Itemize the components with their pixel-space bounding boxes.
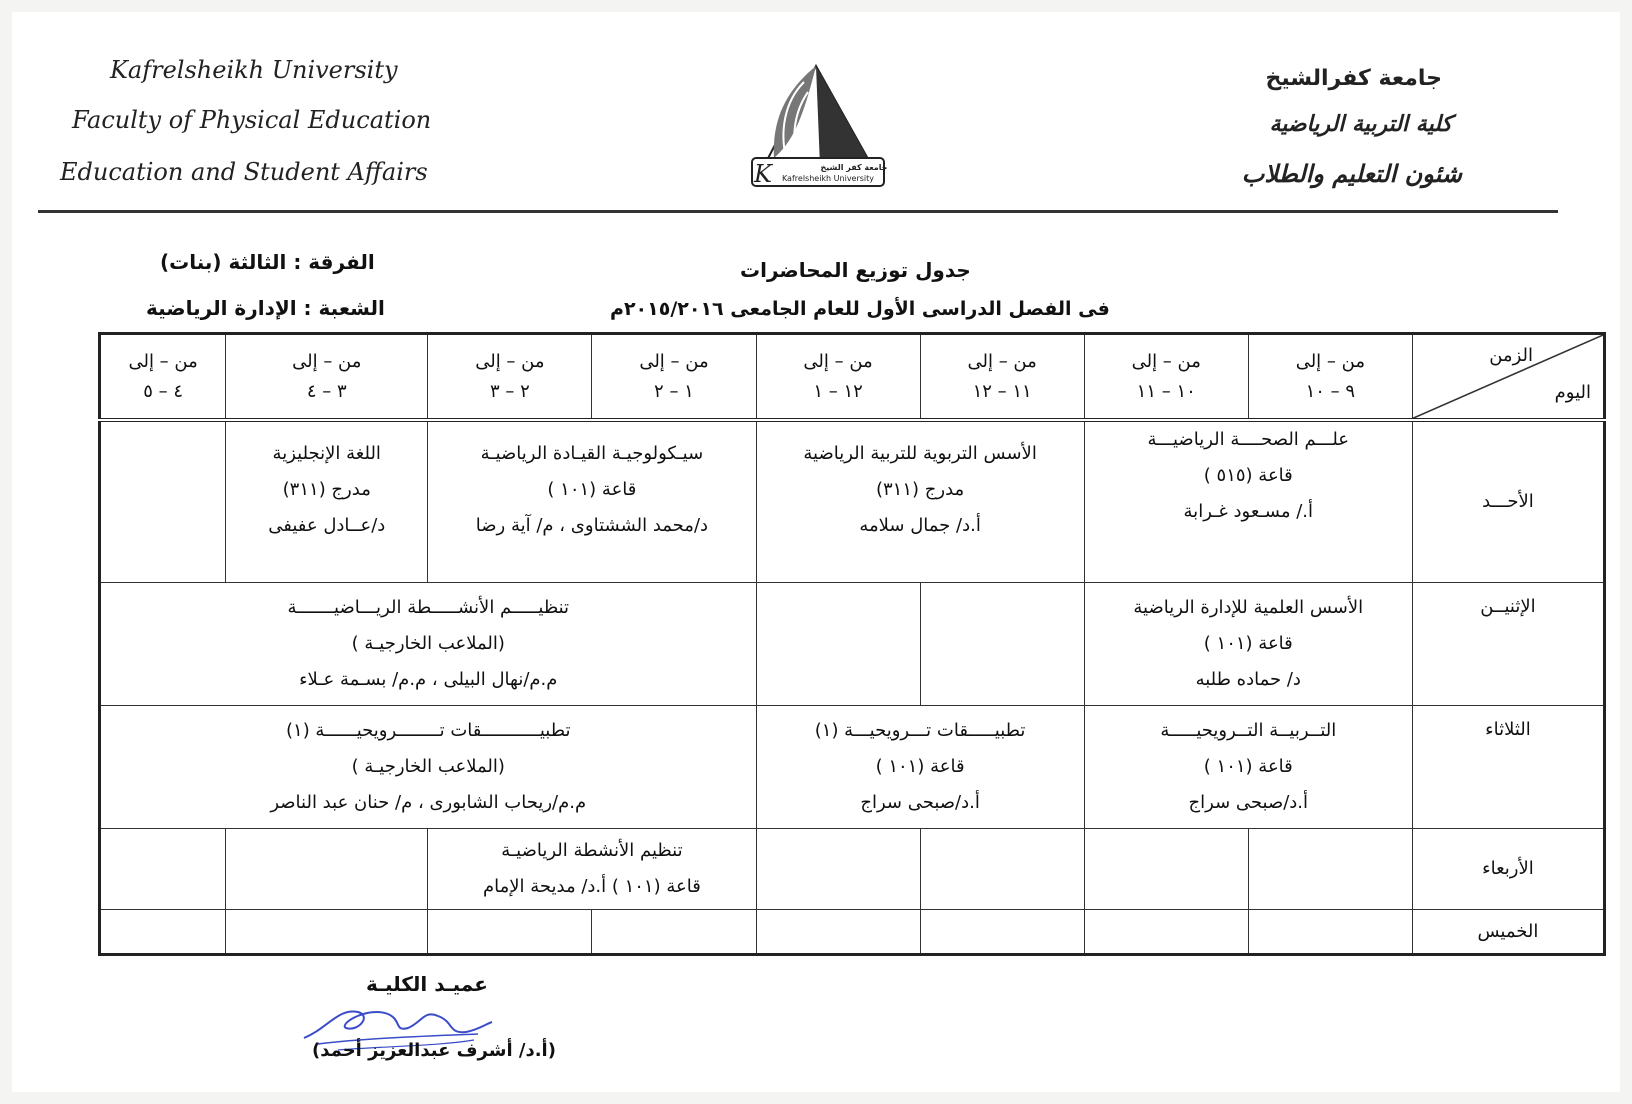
affairs-name-ar: شئون التعليم والطلاب xyxy=(1241,160,1462,188)
day-label-thursday: الخميس xyxy=(1412,910,1604,955)
slot-header: من – إلى ٩ – ١٠ xyxy=(1248,334,1412,421)
empty-cell xyxy=(920,910,1084,955)
class-cell: الأسس التربوية للتربية الرياضية مدرج (٣١١) أ.د/ جمال سلامه xyxy=(756,420,1084,582)
empty-cell xyxy=(226,910,428,955)
class-cell: تطبيـــــقات تـــرويحيـــة (١) قاعة (١٠١ ) أ.د/صبحى سراج xyxy=(756,705,1084,828)
class-cell: الأسس العلمية للإدارة الرياضية قاعة (١٠١ ) د/ حماده طلبه xyxy=(1084,582,1412,705)
university-name-en: Kafrelsheikh University xyxy=(110,56,398,84)
day-label-wednesday: الأربعاء xyxy=(1412,829,1604,910)
empty-cell xyxy=(920,582,1084,705)
empty-cell xyxy=(428,910,592,955)
day-label-sunday: الأحـــد xyxy=(1412,420,1604,582)
day-row-sunday xyxy=(100,420,1605,582)
empty-cell xyxy=(592,910,756,955)
svg-text:K: K xyxy=(754,160,772,188)
empty-cell xyxy=(756,910,920,955)
level-label: الفرقة : الثالثة (بنات) xyxy=(160,250,375,274)
faculty-name-en: Faculty of Physical Education xyxy=(72,106,432,134)
lecture-schedule-table xyxy=(98,332,1606,956)
header-divider xyxy=(38,210,1558,213)
logo-text-ar: جامعة كفر الشيخ xyxy=(820,163,888,172)
empty-cell xyxy=(1248,910,1412,955)
logo-text-en: Kafrelsheikh University xyxy=(781,174,875,183)
corner-day-label: اليوم xyxy=(1554,382,1591,404)
class-cell: تنظيم الأنشطة الرياضيـة قاعة (١٠١ ) أ.د/ مديحة الإمام xyxy=(428,829,756,910)
slot-header: من – إلى ١١ – ١٢ xyxy=(920,334,1084,421)
class-cell: تطبيـــــــــــقات تــــــــرويحيــــــة (١) (الملاعب الخارجيـة ) م.م/ريحاب الشابورى ، م/ حنان عبد الناصر xyxy=(100,705,757,828)
corner-time-label: الزمن xyxy=(1489,345,1533,366)
class-cell: سيـكولوجيـة القيـادة الرياضيـة قاعة (١٠١ ) د/محمد الششتاوى ، م/ آية رضا xyxy=(428,420,756,582)
empty-cell xyxy=(1084,910,1248,955)
slot-header: من – إلى ٤ – ٥ xyxy=(100,334,226,421)
empty-cell xyxy=(100,420,226,582)
day-row-tuesday xyxy=(100,705,1605,828)
faculty-name-ar: كلية التربية الرياضية xyxy=(1269,112,1452,137)
day-row-wednesday xyxy=(100,829,1605,910)
corner-cell xyxy=(1412,334,1604,421)
class-cell: اللغة الإنجليزية مدرج (٣١١) د/عــادل عفيفى xyxy=(226,420,428,582)
empty-cell xyxy=(920,829,1084,910)
day-label-tuesday: الثلاثاء xyxy=(1412,705,1604,828)
slot-header: من – إلى ١ – ٢ xyxy=(592,334,756,421)
affairs-name-en: Education and Student Affairs xyxy=(60,158,428,186)
semester-title: فى الفصل الدراسى الأول للعام الجامعى ٢٠١٥/٢٠١٦م xyxy=(610,298,1110,320)
empty-cell xyxy=(1248,829,1412,910)
university-name-ar: جامعة كفرالشيخ xyxy=(1265,66,1442,91)
header-row xyxy=(100,334,1605,421)
empty-cell xyxy=(1084,829,1248,910)
day-row-thursday xyxy=(100,910,1605,955)
slot-header: من – إلى ١٠ – ١١ xyxy=(1084,334,1248,421)
dean-name: (أ.د/ أشرف عبدالعزيز أحمد) xyxy=(312,1040,556,1061)
slot-header: من – إلى ٣ – ٤ xyxy=(226,334,428,421)
empty-cell xyxy=(756,829,920,910)
schedule-title: جدول توزيع المحاضرات xyxy=(740,258,971,282)
empty-cell xyxy=(100,910,226,955)
slot-header: من – إلى ١٢ – ١ xyxy=(756,334,920,421)
day-label-monday: الإثنيــن xyxy=(1412,582,1604,705)
class-cell: تنظيـــــم الأنشـــــطة الريـــاضيـــــــة (الملاعب الخارجيـة ) م.م/نهال البيلى ، م.م/ بسـمة عـلاء xyxy=(100,582,757,705)
class-cell: علـــم الصحــــة الرياضيـــة قاعة (٥١٥ ) أ./ مسـعود غـرابة xyxy=(1084,420,1412,582)
empty-cell xyxy=(756,582,920,705)
empty-cell xyxy=(100,829,226,910)
empty-cell xyxy=(226,829,428,910)
division-label: الشعبة : الإدارة الرياضية xyxy=(146,296,385,320)
university-logo xyxy=(744,62,894,196)
slot-header: من – إلى ٢ – ٣ xyxy=(428,334,592,421)
class-cell: التــربيــة التــرويحيـــــة قاعة (١٠١ ) أ.د/صبحى سراج xyxy=(1084,705,1412,828)
dean-title: عميـد الكليـة xyxy=(366,972,488,996)
day-row-monday xyxy=(100,582,1605,705)
